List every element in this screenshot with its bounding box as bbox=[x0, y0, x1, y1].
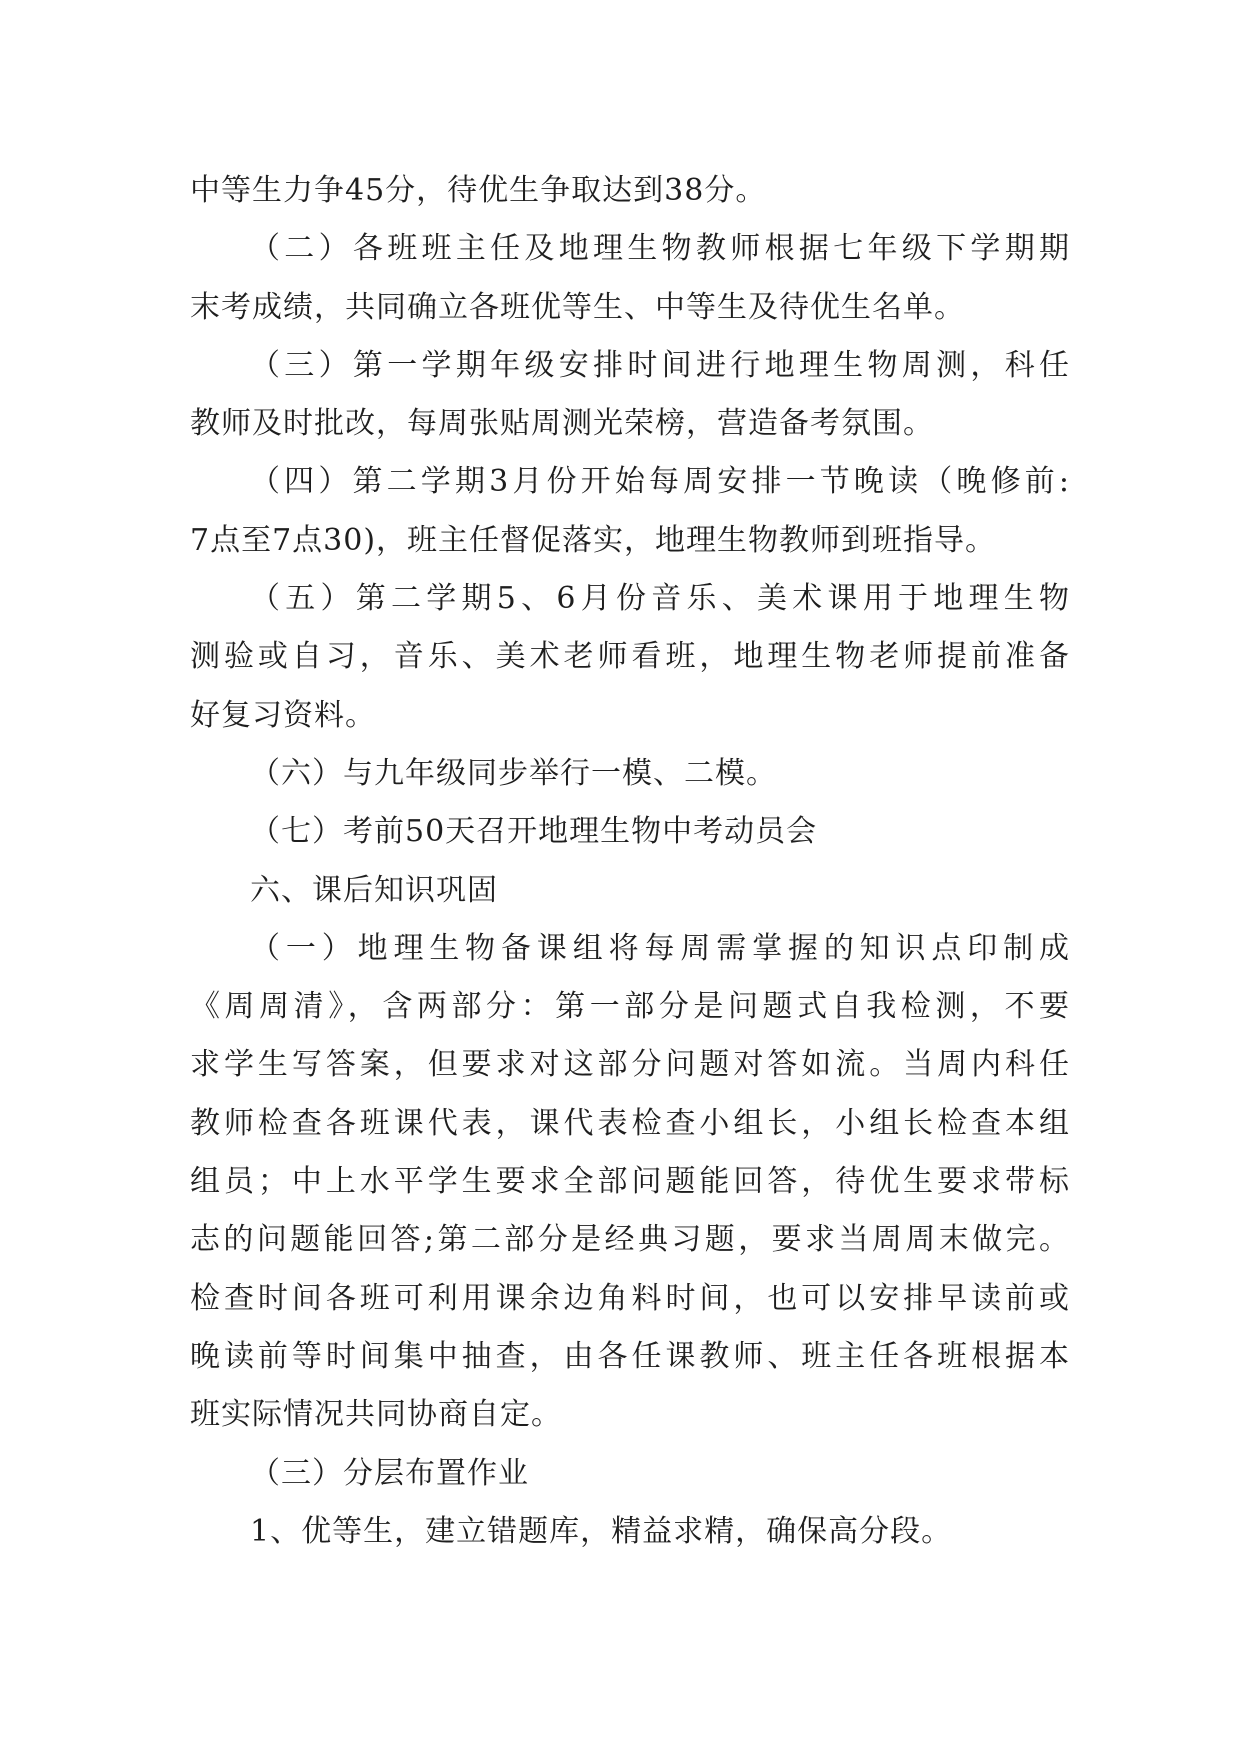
text-line: （三）第一学期年级安排时间进行地理生物周测，科任 bbox=[250, 347, 1070, 383]
document-body bbox=[190, 162, 1070, 1561]
text-line: 检查时间各班可利用课余边角料时间，也可以安排早读前或 bbox=[190, 1280, 1070, 1316]
text-line: 7点至7点30)，班主任督促落实，地理生物教师到班指导。 bbox=[190, 522, 997, 558]
text-line: 《周周清》，含两部分：第一部分是问题式自我检测，不要 bbox=[190, 989, 1070, 1025]
text-line: 班实际情况共同协商自定。 bbox=[190, 1397, 562, 1433]
text-line: （三）分层布置作业 bbox=[250, 1455, 529, 1491]
text-line: 好复习资料。 bbox=[190, 697, 376, 733]
text-line: （七）考前50天召开地理生物中考动员会 bbox=[250, 814, 818, 850]
text-line: 六、课后知识巩固 bbox=[250, 872, 498, 908]
text-line: （二）各班班主任及地理生物教师根据七年级下学期期 bbox=[250, 231, 1070, 267]
text-line: 志的问题能回答;第二部分是经典习题，要求当周周末做完。 bbox=[190, 1222, 1070, 1258]
text-line: 教师及时批改，每周张贴周测光荣榜，营造备考氛围。 bbox=[190, 406, 934, 442]
text-line: 中等生力争45分，待优生争取达到38分。 bbox=[190, 173, 767, 208]
text-line: （六）与九年级同步举行一模、二模。 bbox=[250, 755, 777, 791]
text-line: 晚读前等时间集中抽查，由各任课教师、班主任各班根据本 bbox=[190, 1338, 1070, 1374]
text-line: 教师检查各班课代表，课代表检查小组长，小组长检查本组 bbox=[190, 1105, 1070, 1141]
text-line: 求学生写答案，但要求对这部分问题对答如流。当周内科任 bbox=[190, 1047, 1070, 1083]
text-line: 1、优等生，建立错题库，精益求精，确保高分段。 bbox=[250, 1513, 953, 1549]
text-line: 测验或自习，音乐、美术老师看班，地理生物老师提前准备 bbox=[190, 639, 1070, 675]
text-line: （一）地理生物备课组将每周需掌握的知识点印制成 bbox=[250, 930, 1070, 966]
text-line: 组员；中上水平学生要求全部问题能回答，待优生要求带标 bbox=[190, 1164, 1070, 1200]
text-line: 末考成绩，共同确立各班优等生、中等生及待优生名单。 bbox=[190, 289, 965, 325]
text-line: （四）第二学期3月份开始每周安排一节晚读（晚修前: bbox=[250, 464, 1070, 500]
text-line: （五）第二学期5、6月份音乐、美术课用于地理生物 bbox=[250, 581, 1070, 617]
